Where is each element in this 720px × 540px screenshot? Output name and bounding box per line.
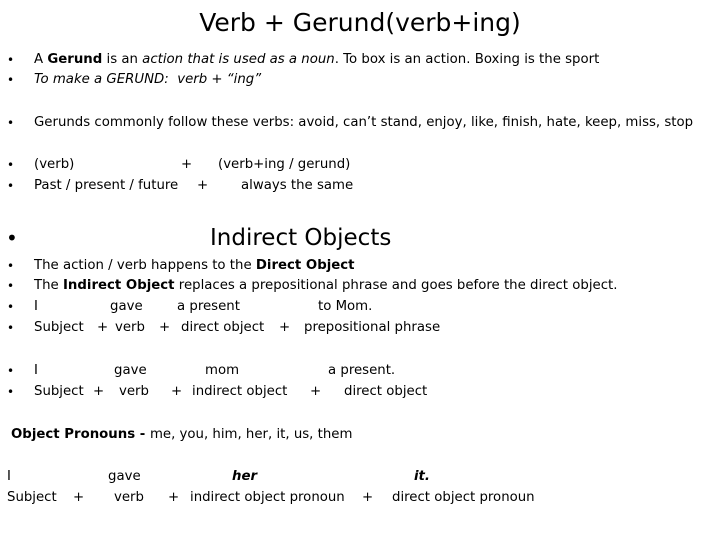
- formula-verb: (verb): [34, 157, 75, 172]
- example-label: indirect object pronoun: [190, 490, 345, 505]
- example-word: gave: [110, 299, 143, 314]
- formula-plus: +: [181, 157, 193, 172]
- bullet: •: [7, 179, 15, 193]
- example-plus: +: [279, 320, 291, 335]
- example-label: Subject: [34, 384, 84, 399]
- section-heading: Indirect Objects: [210, 225, 392, 251]
- example-word: I: [7, 469, 11, 484]
- example-plus: +: [73, 490, 85, 505]
- example-word: to Mom.: [318, 299, 373, 314]
- example-word: gave: [114, 363, 147, 378]
- example-word: mom: [205, 363, 240, 378]
- bullet: •: [7, 300, 15, 314]
- action-line: The action / verb happens to the Direct Object: [34, 258, 355, 273]
- bullet: •: [7, 259, 15, 273]
- example-word: her: [232, 469, 258, 484]
- example-plus: +: [159, 320, 171, 335]
- gerund-definition: A Gerund is an action that is used as a noun. To box is an action. Boxing is the sport: [34, 52, 600, 67]
- example-word: I: [34, 299, 38, 314]
- example-plus: +: [171, 384, 183, 399]
- formula-always-same: always the same: [241, 178, 354, 193]
- page-title: Verb + Gerund(verb+ing): [199, 8, 521, 37]
- example-plus: +: [310, 384, 322, 399]
- bullet: •: [7, 73, 15, 87]
- bullet: •: [6, 226, 18, 250]
- indirect-object-line: The Indirect Object replaces a prepositional phrase and goes before the direct object.: [34, 278, 618, 293]
- example-label: verb: [119, 384, 149, 399]
- example-plus: +: [168, 490, 180, 505]
- formula-plus: +: [197, 178, 209, 193]
- bullet: •: [7, 279, 15, 293]
- example-word: I: [34, 363, 38, 378]
- formula-gerund: (verb+ing / gerund): [218, 157, 351, 172]
- example-label: direct object pronoun: [392, 490, 535, 505]
- example-label: verb: [115, 320, 145, 335]
- example-label: prepositional phrase: [304, 320, 441, 335]
- object-pronouns-line: Object Pronouns - me, you, him, her, it, us, them: [11, 427, 353, 442]
- bullet: •: [7, 116, 15, 130]
- example-word: it.: [414, 469, 430, 484]
- bullet: •: [7, 53, 15, 67]
- gerunds-follow-verbs: Gerunds commonly follow these verbs: avoid, can’t stand, enjoy, like, finish, hate, keep, miss, stop: [34, 115, 694, 130]
- example-plus: +: [362, 490, 374, 505]
- bullet: •: [7, 158, 15, 172]
- formula-tenses: Past / present / future: [34, 178, 179, 193]
- example-label: verb: [114, 490, 144, 505]
- example-word: a present: [177, 299, 240, 314]
- example-label: indirect object: [192, 384, 288, 399]
- example-label: direct object: [181, 320, 265, 335]
- bullet: •: [7, 364, 15, 378]
- example-plus: +: [93, 384, 105, 399]
- example-word: gave: [108, 469, 141, 484]
- gerund-make: To make a GERUND: verb + “ing”: [34, 72, 262, 87]
- bullet: •: [7, 321, 15, 335]
- example-label: direct object: [344, 384, 428, 399]
- example-label: Subject: [34, 320, 84, 335]
- example-plus: +: [97, 320, 109, 335]
- example-word: a present.: [328, 363, 396, 378]
- bullet: •: [7, 385, 15, 399]
- example-label: Subject: [7, 490, 57, 505]
